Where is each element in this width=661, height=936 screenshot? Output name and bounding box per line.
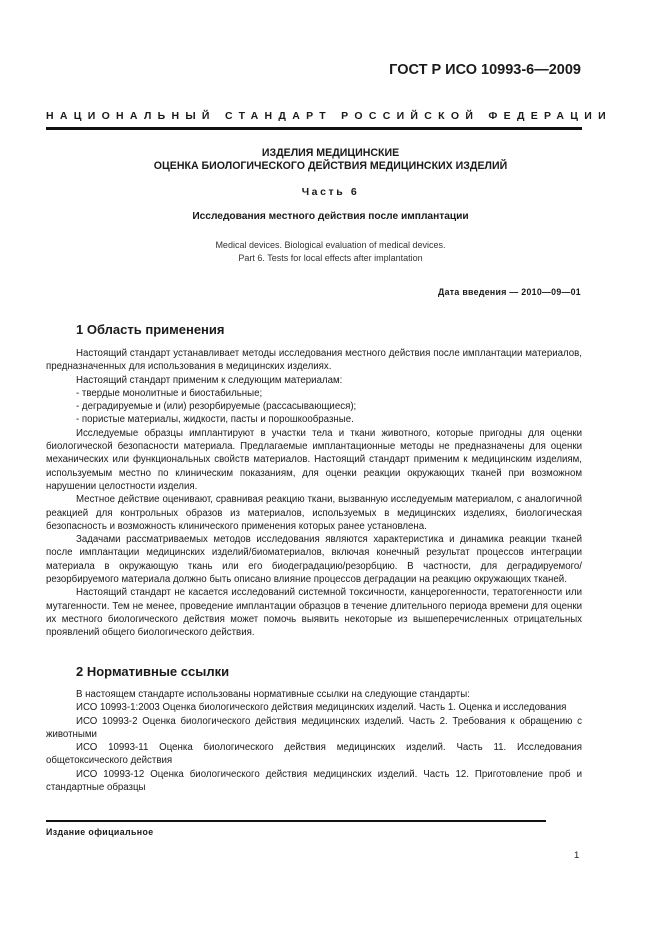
header-divider (46, 127, 582, 130)
national-standard-banner: НАЦИОНАЛЬНЫЙ СТАНДАРТ РОССИЙСКОЙ ФЕДЕРАЦИИ (46, 110, 612, 122)
reference-item: ИСО 10993-1:2003 Оценка биологического действия медицинских изделий. Часть 1. Оценка и исследования (76, 702, 567, 714)
section-1-heading: 1 Область применения (76, 322, 225, 337)
english-title-line-1: Medical devices. Biological evaluation of medical devices. (215, 240, 446, 250)
page-number: 1 (574, 850, 580, 861)
paragraph: Настоящий стандарт применим к следующим материалам: (76, 374, 343, 386)
paragraph: Исследуемые образцы имплантируют в участки тела и ткани животного, которые пригодны для оценки биологической безопасности материала. Предлагаемые имплантационные методы не предназначены для оценки механических или функциональных свойств материалов. Настоящий стандарт применим к медицинским изделиям, используемым местно по клиническим показаниям, для оценки реакции окружающих тканей при возможном нарушении целостности изделия. (46, 427, 582, 492)
footer-divider (46, 820, 546, 822)
official-edition-label: Издание официальное (46, 827, 154, 837)
english-title (0, 239, 661, 264)
paragraph: Настоящий стандарт не касается исследований системной токсичности, канцерогенности, тератогенности или мутагенности. Тем не менее, проведение имплантации образцов в течение длительного периода времени для оценки их местного биологического действия может помочь выявить некоторые из вышеперечисленных отрицательных проявлений общего биологического действия. (46, 587, 582, 639)
list-item: - деградируемые и (или) резорбируемые (рассасывающиеся); (76, 401, 357, 413)
document-code: ГОСТ Р ИСО 10993-6—2009 (389, 62, 581, 78)
reference-item: ИСО 10993-2 Оценка биологического действия медицинских изделий. Часть 2. Требования к обращению с животными (46, 715, 582, 740)
paragraph: Настоящий стандарт устанавливает методы исследования местного действия после имплантации материалов, предназначенных для использования в медицинских изделиях. (46, 348, 582, 373)
document-subtitle: Исследования местного действия после имплантации (192, 211, 469, 222)
section-2-heading: 2 Нормативные ссылки (76, 664, 230, 679)
reference-item: ИСО 10993-11 Оценка биологического действия медицинских изделий. Часть 11. Исследования общетоксического действия (46, 742, 582, 767)
paragraph: В настоящем стандарте использованы нормативные ссылки на следующие стандарты: (76, 689, 470, 700)
title-line-2: ОЦЕНКА БИОЛОГИЧЕСКОГО ДЕЙСТВИЯ МЕДИЦИНСКИХ ИЗДЕЛИЙ (153, 159, 508, 172)
reference-item: ИСО 10993-12 Оценка биологического действия медицинских изделий. Часть 12. Приготовление проб и стандартные образцы (46, 768, 582, 794)
paragraph: Местное действие оценивают, сравнивая реакцию ткани, вызванную исследуемым материалом, с аналогичной реакцией для контрольных образов из материалов, используемых в медицинских изделиях, биологическая безопасность и возможность клинического применения которых ранее установлена. (46, 494, 582, 532)
title-line-1: ИЗДЕЛИЯ МЕДИЦИНСКИЕ (261, 147, 400, 159)
english-title-line-2: Part 6. Tests for local effects after implantation (238, 252, 423, 263)
list-item: - пористые материалы, жидкости, пасты и порошкообразные. (76, 414, 354, 426)
introduction-date: Дата введения — 2010—09—01 (438, 287, 581, 297)
section-2-body (46, 688, 582, 794)
part-number: Часть 6 (301, 186, 360, 198)
document-title (0, 147, 661, 172)
section-1-body (46, 347, 582, 640)
list-item: - твердые монолитные и биостабильные; (76, 387, 263, 399)
paragraph: Задачами рассматриваемых методов исследования являются характеристика и динамика реакции тканей после имплантации медицинских изделий/биоматериалов, включая конечный результат процессов интеграции материала в окружающую ткань или его биодеградацию/резорбцию. В частности, для деградируемого/резорбируемого материала должно быть описано влияние процессов деградации на реакцию окружающих тканей. (46, 534, 582, 586)
